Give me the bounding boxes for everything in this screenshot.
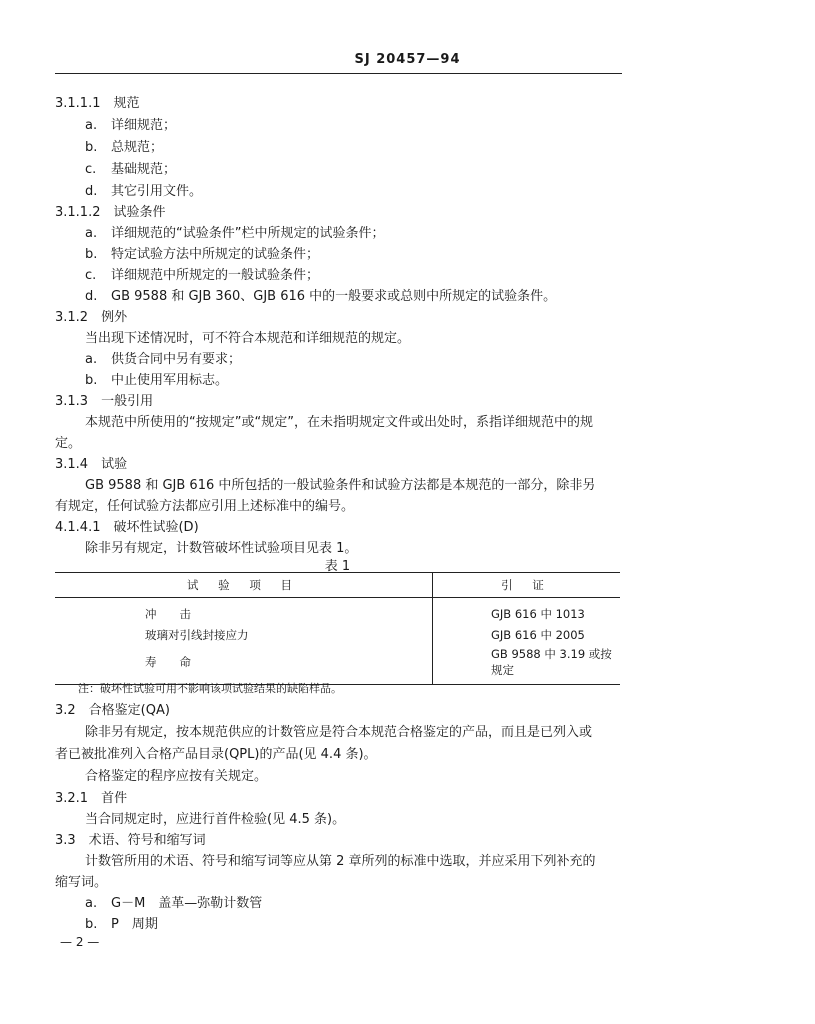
paragraph: 除非另有规定，计数管破坏性试验项目见表 1。 <box>85 541 358 556</box>
list-item: b. 总规范； <box>85 140 164 155</box>
column-header-test-item: 试 验 项 目 <box>55 573 433 598</box>
table-row <box>55 598 620 625</box>
test-item-cell: 玻璃对引线封接应力 <box>55 624 433 645</box>
table-row <box>55 624 620 645</box>
paragraph: 合格鉴定的程序应按有关规定。 <box>85 769 268 784</box>
paragraph: 本规范中所使用的“按规定”或“规定”，在未指明规定文件或出处时，系指详细规范中的规 <box>85 415 593 430</box>
table-note: 注：破坏性试验可用不影响该项试验结果的缺陷样品。 <box>78 682 342 695</box>
test-item-cell: 寿 命 <box>55 645 433 685</box>
section-3-1-4: 3.1.4 试验 <box>55 457 128 472</box>
list-item: b. 中止使用军用标志。 <box>85 373 229 388</box>
section-3-1-2: 3.1.2 例外 <box>55 310 128 325</box>
paragraph: 计数管所用的术语、符号和缩写词等应从第 2 章所列的标准中选取，并应采用下列补充的 <box>85 854 596 869</box>
paragraph: 除非另有规定，按本规范供应的计数管应是符合本规范合格鉴定的产品，而且是已列入或 <box>85 725 593 740</box>
section-3-2: 3.2 合格鉴定(QA) <box>55 703 170 718</box>
list-item: b. 特定试验方法中所规定的试验条件； <box>85 247 320 262</box>
list-item: d. GB 9588 和 GJB 360、GJB 616 中的一般要求或总则中所规定的试验条件。 <box>85 289 557 304</box>
list-item: a. 供货合同中另有要求； <box>85 352 242 367</box>
paragraph: 有规定，任何试验方法都应引用上述标准中的编号。 <box>55 499 355 514</box>
section-3-3: 3.3 术语、符号和缩写词 <box>55 833 206 848</box>
list-item: a. 详细规范； <box>85 118 177 133</box>
header-rule <box>55 73 622 74</box>
table-title: 表 1 <box>324 559 351 574</box>
section-4-1-4-1: 4.1.4.1 破坏性试验(D) <box>55 520 199 535</box>
section-3-2-1: 3.2.1 首件 <box>55 791 128 806</box>
list-item: d. 其它引用文件。 <box>85 184 203 199</box>
reference-cell: GJB 616 中 2005 <box>491 627 585 642</box>
paragraph: 缩写词。 <box>55 875 108 890</box>
paragraph: 定。 <box>55 436 82 451</box>
test-item-cell: 冲 击 <box>55 598 433 625</box>
list-item: a. G－M 盖革—弥勒计数管 <box>85 896 263 911</box>
list-item: b. P 周期 <box>85 917 158 932</box>
page-number: — 2 — <box>60 935 100 949</box>
section-3-1-1-2: 3.1.1.2 试验条件 <box>55 205 166 220</box>
document-code: SJ 20457—94 <box>354 52 461 67</box>
paragraph: 当合同规定时，应进行首件检验(见 4.5 条)。 <box>85 812 346 827</box>
column-header-reference: 引 证 <box>433 573 621 598</box>
list-item: c. 基础规范； <box>85 162 177 177</box>
reference-cell: GJB 616 中 1013 <box>491 606 585 621</box>
destructive-test-table <box>55 572 620 685</box>
paragraph: 者已被批准列入合格产品目录(QPL)的产品(见 4.4 条)。 <box>55 747 377 762</box>
paragraph: 当出现下述情况时，可不符合本规范和详细规范的规定。 <box>85 331 411 346</box>
paragraph: GB 9588 和 GJB 616 中所包括的一般试验条件和试验方法都是本规范的一部分，除非另 <box>85 478 596 493</box>
section-3-1-1-1: 3.1.1.1 规范 <box>55 96 140 111</box>
list-item: c. 详细规范中所规定的一般试验条件； <box>85 268 320 283</box>
table-row <box>55 645 620 685</box>
reference-cell: GB 9588 中 3.19 或按规定 <box>433 645 621 685</box>
list-item: a. 详细规范的“试验条件”栏中所规定的试验条件； <box>85 226 385 241</box>
section-3-1-3: 3.1.3 一般引用 <box>55 394 154 409</box>
